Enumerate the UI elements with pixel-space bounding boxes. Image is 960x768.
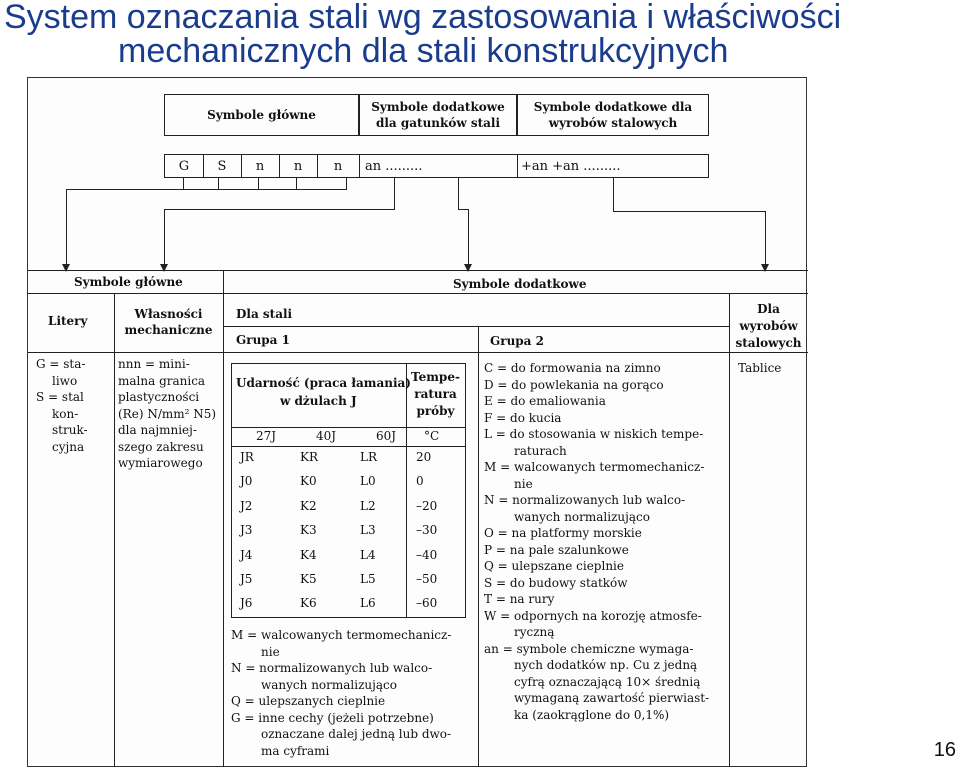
group2-note-line: W = odpornych na korozję atmosfe-: [484, 608, 702, 623]
impact-table: [231, 363, 466, 618]
group2-note-line: L = do stosowania w niskich tempe-: [484, 427, 704, 441]
mech-line: dla najmniej-: [118, 423, 197, 437]
letters-line: S = stal: [36, 390, 84, 404]
mech-line: plastyczności: [118, 390, 200, 404]
impact-cell: JR: [240, 450, 254, 464]
group2-note-line: P = na pale szalunkowe: [484, 542, 629, 557]
group2-note-line: ryczną: [514, 625, 555, 639]
group1-note-line: M = walcowanych termomechanicz-: [231, 628, 452, 642]
impact-cell: L6: [360, 596, 376, 611]
impact-cell: L2: [360, 498, 376, 513]
group2-note-line: S = do budowy statków: [484, 575, 628, 590]
scheme-cell-s: S: [217, 158, 227, 174]
scheme-header-main-label: Symbole główne: [207, 108, 316, 122]
scheme-header-add-product: [517, 94, 709, 136]
scheme-cell-n3: n: [333, 158, 343, 174]
impact-cell: LR: [360, 450, 378, 464]
group2-note-line: D = do powlekania na gorąco: [484, 377, 664, 392]
group1-note-line: oznaczane dalej jedną lub dwo-: [261, 727, 452, 741]
impact-cell: J5: [240, 572, 253, 586]
col-group2-header: Grupa 2: [490, 334, 544, 348]
impact-cell: K6: [300, 596, 317, 611]
impact-cell: K4: [300, 547, 317, 562]
impact-cell: L5: [360, 572, 376, 586]
scheme-header-add-grade-l1: Symbole dodatkowe: [371, 100, 505, 114]
impact-col-header: 40J: [316, 429, 337, 443]
scanned-figure: [27, 77, 807, 767]
group2-note-line: nie: [514, 476, 533, 491]
impact-cell: KR: [300, 450, 318, 464]
scheme-symbol-row: [164, 154, 709, 178]
impact-cell: J0: [240, 474, 253, 489]
letters-list: [36, 356, 88, 455]
group1-note-line: wanych normalizująco: [261, 677, 397, 692]
impact-cell: J6: [240, 596, 253, 611]
letters-line: liwo: [52, 373, 78, 388]
group2-note-line: cyfrą oznaczającą 10× średnią: [514, 674, 701, 689]
scheme-cell-n1: n: [255, 158, 265, 174]
impact-cell: J2: [240, 498, 253, 513]
scheme-header-main: [164, 94, 359, 136]
temp-header-l3: próby: [416, 404, 455, 418]
impact-col-header: 60J: [376, 429, 397, 443]
impact-cell: K2: [300, 498, 317, 513]
group2-note-line: raturach: [514, 443, 567, 458]
impact-cell: –40: [416, 547, 438, 562]
group1-note-line: G = inne cechy (jeżeli potrzebne): [231, 710, 434, 725]
group2-notes: [484, 360, 709, 723]
scheme-header-add-grade-l2: dla gatunków stali: [375, 116, 501, 130]
mech-list: [118, 356, 216, 472]
title-line-2: mechanicznych dla stali konstrukcyjnych: [118, 32, 729, 70]
mech-line: wymiarowego: [118, 456, 203, 470]
temp-header-l1: Tempe-: [411, 370, 460, 384]
scheme-cell-g: G: [178, 158, 190, 174]
group2-note-line: T = na rury: [484, 592, 555, 606]
col-mech-header-l1: Własności: [134, 307, 203, 321]
table-top-main: Symbole główne: [74, 275, 183, 289]
group2-note-line: nych dodatków np. Cu z jedną: [514, 658, 698, 672]
group1-note-line: N = normalizowanych lub walco-: [231, 661, 433, 675]
group2-note-line: ka (zaokrąglone do 0,1%): [514, 707, 670, 722]
letters-line: struk-: [52, 423, 88, 437]
mech-line: nnn = mini-: [118, 357, 190, 371]
impact-cell: L0: [360, 474, 376, 489]
group1-notes: [231, 627, 451, 759]
scheme-header-add-product-l1: Symbole dodatkowe dla: [533, 100, 693, 114]
impact-header-l1: Udarność (praca łamania): [236, 376, 411, 390]
letters-line: kon-: [52, 406, 79, 421]
impact-cell: L4: [360, 547, 376, 562]
page-number: 16: [933, 739, 956, 761]
title-line-1: System oznaczania stali wg zastosowania i właściwości: [4, 0, 842, 36]
scheme-cell-an: an .........: [365, 158, 423, 174]
impact-cell: K0: [300, 474, 317, 489]
letters-line: G = sta-: [36, 357, 86, 371]
group2-note-line: wanych normalizująco: [514, 509, 650, 524]
impact-cell: J3: [240, 523, 253, 538]
group2-note-line: Q = ulepszane cieplnie: [484, 559, 624, 573]
col-letters-header: Litery: [48, 314, 88, 328]
impact-cell: –30: [416, 523, 438, 538]
scheme-header-add-grade: [359, 94, 517, 136]
impact-cell: J4: [240, 547, 253, 562]
slide-title: [0, 0, 960, 68]
products-note: Tablice: [738, 361, 782, 375]
group1-note-line: ma cyframi: [261, 743, 330, 758]
mech-line: (Re) N/mm² N5): [118, 406, 217, 421]
mech-line: szego zakresu: [118, 439, 204, 454]
col-products-header-l1: Dla: [757, 302, 780, 316]
group2-note-line: M = walcowanych termomechanicz-: [484, 460, 705, 474]
group1-note-line: Q = ulepszanych cieplnie: [231, 694, 386, 708]
impact-cell: –20: [416, 498, 438, 513]
impact-col-header: °C: [424, 429, 440, 443]
impact-cell: K3: [300, 523, 317, 538]
group2-note-line: E = do emaliowania: [484, 394, 606, 408]
impact-cell: –60: [416, 596, 438, 611]
col-products-header-l2: wyrobów: [739, 319, 798, 333]
impact-cell: L3: [360, 523, 376, 538]
group2-note-line: wymaganą zawartość pierwiast-: [514, 691, 710, 705]
impact-col-header: 27J: [256, 429, 277, 443]
scheme-cell-an-plus: +an +an .........: [521, 158, 621, 174]
group1-note-line: nie: [261, 644, 280, 659]
col-for-steel-header: Dla stali: [236, 307, 293, 321]
impact-header-l2: w dżulach J: [280, 394, 357, 408]
col-mech-header-l2: mechaniczne: [124, 323, 213, 337]
group2-note-line: C = do formowania na zimno: [484, 361, 661, 375]
scheme-header-add-product-l2: wyrobów stalowych: [548, 116, 678, 130]
letters-line: cyjna: [52, 439, 85, 454]
impact-cell: –50: [416, 572, 438, 586]
impact-cell: K5: [300, 572, 317, 586]
group2-note-line: O = na platformy morskie: [484, 526, 642, 540]
group2-note-line: F = do kucia: [484, 410, 562, 425]
impact-cell: 0: [416, 474, 424, 489]
temp-header-l2: ratura: [414, 387, 457, 401]
group2-note-line: N = normalizowanych lub walco-: [484, 493, 686, 507]
col-products-header-l3: stalowych: [735, 336, 802, 350]
table-top-add: Symbole dodatkowe: [453, 277, 587, 291]
mech-line: malna granica: [118, 373, 206, 388]
impact-cell: 20: [416, 450, 432, 464]
group2-note-line: an = symbole chemiczne wymaga-: [484, 641, 694, 656]
col-group1-header: Grupa 1: [236, 333, 290, 347]
scheme-cell-n2: n: [293, 158, 303, 174]
